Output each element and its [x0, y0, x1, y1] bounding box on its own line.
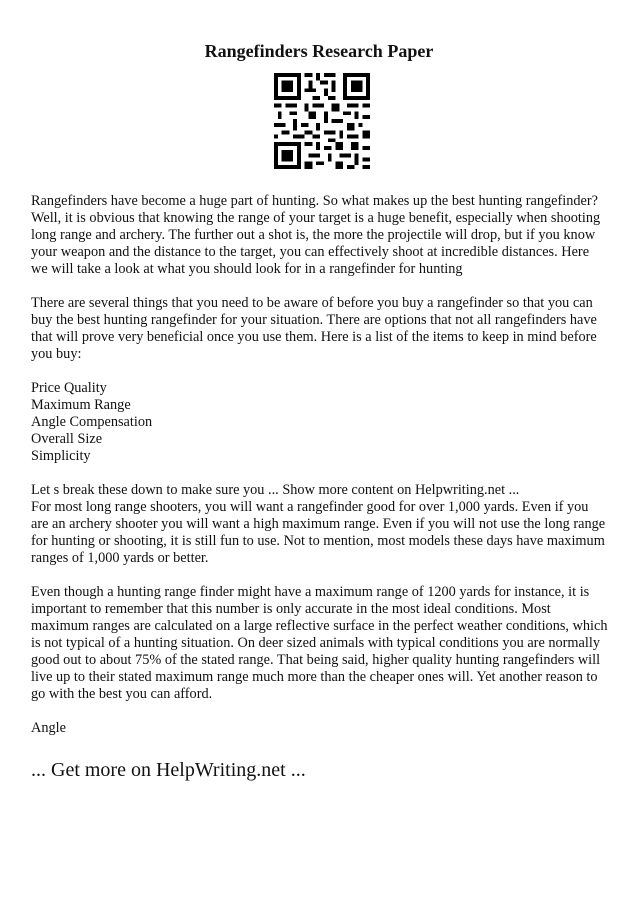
list-item: Price Quality: [31, 380, 107, 396]
paragraph-intro: Rangefinders have become a huge part of hunting. So what makes up the best hunting rangefinder? Well, it is obvious that knowing the range of your target is a huge benefit, especially when shooting long range and archery. The further out a shot is, the more the projectile will drop, but if you know your weapon and the distance to the target, you can effectively shoot at incredible distances. Here we will take a look at what you should look for in a rangefinder for hunting: [31, 193, 601, 277]
get-more-link[interactable]: ... Get more on HelpWriting.net ...: [31, 759, 306, 781]
paragraph-range-accuracy: Even though a hunting range finder might have a maximum range of 1200 yards for instance, it is important to remember that this number is only accurate in the most ideal conditions. Most maximum ranges are calculated on a large reflective surface in the perfect weather conditions, which is not typical of a hunting situation. On deer sized animals with typical conditions you are normally good out to about 75% of the stated range. That being said, higher quality hunting rangefinders will live up to their stated maximum range much more than the cheaper ones will. Yet another reason to go with the best you can afford.: [31, 584, 608, 702]
qr-code-icon: [274, 73, 370, 169]
document-body: [31, 193, 609, 754]
section-heading-angle: Angle: [31, 720, 66, 736]
paragraph-maximum-range: [31, 482, 609, 567]
list-item: Simplicity: [31, 448, 91, 464]
paragraph-maximum-range-text: For most long range shooters, you will want a rangefinder good for over 1,000 yards. Even if you are an archery shooter you will want a high maximum range. Even if you will not use the long range for hunting or shooting, it is still fun to use. Not to mention, most models these days have maximum ranges of 1,000 yards or better.: [31, 499, 606, 566]
feature-list: [31, 380, 609, 465]
document-title: Rangefinders Research Paper: [204, 41, 434, 61]
list-item: Overall Size: [31, 431, 103, 447]
show-more-link[interactable]: Let s break these down to make sure you ... Show more content on Helpwriting.net ...: [31, 482, 520, 498]
list-item: Angle Compensation: [31, 414, 153, 430]
paragraph-buying-guide: There are several things that you need to be aware of before you buy a rangefinder so that you can buy the best hunting rangefinder for your situation. There are options that not all rangefinders have that will prove very beneficial once you use them. Here is a list of the items to keep in mind before you buy:: [31, 295, 597, 362]
list-item: Maximum Range: [31, 397, 131, 413]
